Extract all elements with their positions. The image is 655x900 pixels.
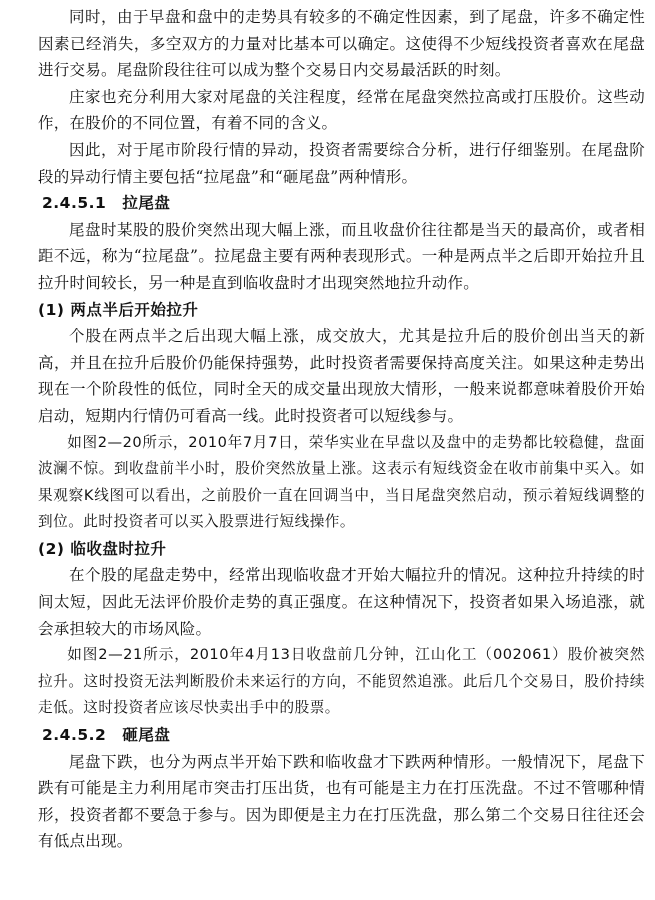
subsection-heading: (2) 临收盘时拉升 bbox=[38, 539, 167, 558]
section-number: 2.4.5.1 bbox=[42, 194, 107, 213]
section-heading bbox=[38, 190, 645, 217]
body-paragraph: 同时，由于早盘和盘中的走势具有较多的不确定性因素，到了尾盘，许多不确定性因素已经消失，多空双方的力量对比基本可以确定。这使得不少短线投资者喜欢在尾盘进行交易。尾盘阶段往往可以成为整个交易日内交易最活跃的时刻。 bbox=[38, 8, 645, 80]
body-paragraph: 在个股的尾盘走势中，经常出现临收盘才开始大幅拉升的情况。这种拉升持续的时间太短，因此无法评价股价走势的真正强度。在这种情况下，投资者如果入场追涨，就会承担较大的市场风险。 bbox=[38, 566, 645, 638]
body-paragraph: 庄家也充分利用大家对尾盘的关注程度，经常在尾盘突然拉高或打压股价。这些动作，在股价的不同位置，有着不同的含义。 bbox=[38, 87, 645, 133]
body-paragraph: 个股在两点半之后出现大幅上涨，成交放大，尤其是拉升后的股价创出当天的新高，并且在拉升后股价仍能保持强势，此时投资者需要保持高度关注。如果这种走势出现在一个阶段性的低位，同时全天的成交量出现放大情形，一般来说都意味着股价开始启动，短期内行情仍可看高一线。此时投资者可以短线参与。 bbox=[38, 327, 645, 425]
body-paragraph: 因此，对于尾市阶段行情的异动，投资者需要综合分析，进行仔细鉴别。在尾盘阶段的异动行情主要包括“拉尾盘”和“砸尾盘”两种情形。 bbox=[38, 140, 645, 186]
subsection-heading: (1) 两点半后开始拉升 bbox=[38, 300, 199, 319]
body-paragraph: 尾盘时某股的股价突然出现大幅上涨，而且收盘价往往都是当天的最高价，或者相距不远，称为“拉尾盘”。拉尾盘主要有两种表现形式。一种是两点半之后即开始拉升且拉升时间较长，另一种是直到临收盘时才出现突然地拉升动作。 bbox=[38, 220, 645, 292]
example-paragraph: 如图2—21所示，2010年4月13日收盘前几分钟，江山化工（002061）股价被突然拉升。这时投资无法判断股价未来运行的方向，不能贸然追涨。此后几个交易日，股价持续走低。这时投资者应该尽快卖出手中的股票。 bbox=[38, 646, 645, 717]
section-number: 2.4.5.2 bbox=[42, 726, 107, 745]
section-title: 砸尾盘 bbox=[122, 726, 171, 745]
section-title: 拉尾盘 bbox=[122, 194, 171, 213]
section-heading bbox=[38, 722, 645, 749]
example-paragraph: 如图2—20所示，2010年7月7日，荣华实业在早盘以及盘中的走势都比较稳健，盘面波澜不惊。到收盘前半小时，股价突然放量上涨。这表示有短线资金在收市前集中买入。如果观察K线图可以看出，之前股价一直在回调当中，当日尾盘突然启动，预示着短线调整的到位。此时投资者可以买入股票进行短线操作。 bbox=[38, 433, 645, 531]
body-paragraph: 尾盘下跌，也分为两点半开始下跌和临收盘才下跌两种情形。一般情况下，尾盘下跌有可能是主力利用尾市突击打压出货，也有可能是主力在打压洗盘。不过不管哪种情形，投资者都不要急于参与。因为即便是主力在打压洗盘，那么第二个交易日往往还会有低点出现。 bbox=[38, 752, 645, 851]
